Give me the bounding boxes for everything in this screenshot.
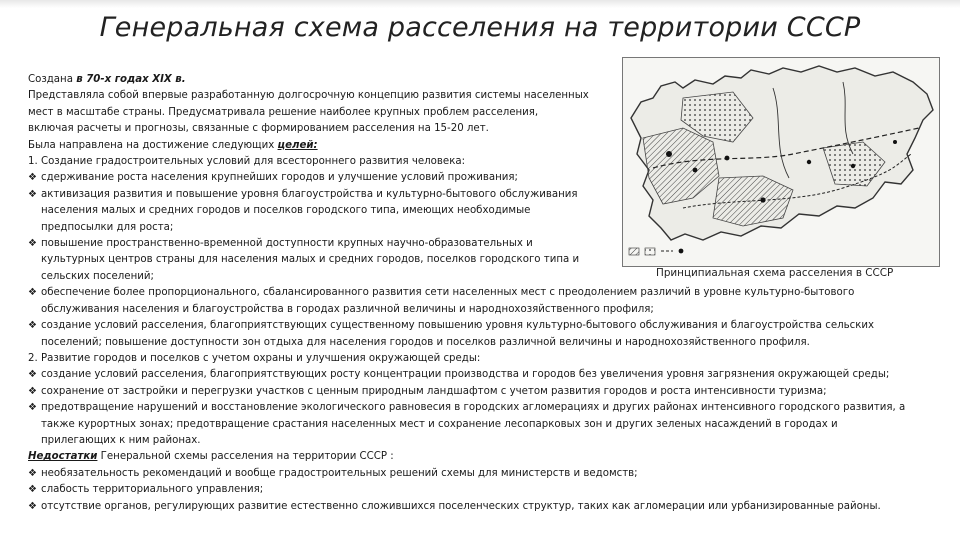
bullet-text: сохранение от застройки и перегрузки участков с ценным природным ландшафтом с учетом развития городов и роста интенсивности туризма; [41, 385, 827, 397]
intro-line-2: мест в масштабе страны. Предусматривала решение наиболее крупных проблем расселения, [28, 106, 539, 118]
flaws-bullet-2 [28, 482, 943, 498]
flaws-heading [28, 449, 943, 465]
created-era: в 70-х годах XIX в. [76, 74, 186, 85]
bullet-icon: ❖ [28, 467, 37, 479]
bullet-text: повышение пространственно-временной доступности крупных научно-образовательных и [41, 238, 533, 250]
goals-prefix: Была направлена на достижение следующих [28, 139, 278, 151]
bullet-icon: ❖ [28, 369, 37, 381]
section2-bullet-1 [28, 367, 943, 383]
city-marker [893, 140, 897, 144]
bullet-icon: ❖ [28, 484, 37, 496]
created-prefix: Создана [28, 74, 77, 85]
city-marker [666, 151, 672, 157]
slide-title: Генеральная схема расселения на территории СССР [99, 12, 861, 43]
flaws-bullet-3 [28, 499, 943, 515]
section1-bullet-5-cont: поселений; повышение доступности зон отдыха для населения городов и поселков различной величины и народнохозяйственного профиля. [41, 336, 810, 348]
section1-bullet-4-cont: обслуживания населения и благоустройства в городах различной величины и народнохозяйственного профиля; [41, 303, 654, 315]
bullet-text: создание условий расселения, благоприятствующих росту концентрации производства и городов без увеличения уровня загрязнения окружающей среды; [41, 369, 890, 381]
section2-bullet-3-cont-2: прилегающих к ним районах. [41, 434, 201, 446]
map-drawing [623, 58, 939, 266]
section2-bullet-3 [28, 400, 943, 416]
ussr-settlement-map-icon [622, 57, 940, 267]
top-shade [0, 0, 960, 8]
bullet-text: предотвращение нарушений и восстановление экологического равновесия в городских агломерациях и других районах интенсивного городского развития, а [41, 402, 906, 414]
city-marker [693, 168, 698, 173]
bullet-icon: ❖ [28, 287, 37, 299]
intro-line-3: включая расчеты и прогнозы, связанные с формированием расселения на 15-20 лет. [28, 123, 489, 135]
bullet-text: обеспечение более пропорционального, сбалансированного развития сети населенных мест с преодолением различий в уровне культурно-бытового [41, 287, 855, 299]
city-marker [851, 164, 855, 168]
city-marker [725, 156, 730, 161]
bullet-icon: ❖ [28, 172, 37, 184]
section1-bullet-2-cont-2: предпосылки для роста; [41, 221, 174, 233]
section2-bullet-2 [28, 384, 943, 400]
bullet-text: слабость территориального управления; [41, 484, 264, 496]
bullet-text: необязательность рекомендаций и вообще градостроительных решений схемы для министерств и ведомств; [41, 467, 638, 479]
bullet-icon: ❖ [28, 500, 37, 512]
section1-bullet-4 [28, 285, 943, 301]
section1-bullet-5 [28, 318, 943, 334]
bullet-text: отсутствие органов, регулирующих развитие естественно сложившихся поселенческих структур, таких как агломерации или урбанизированные районы. [41, 500, 881, 512]
goals-word: целей: [277, 139, 318, 151]
flaws-label: Недостатки [28, 451, 98, 463]
bullet-text: активизация развития и повышение уровня благоустройства и культурно-бытового обслуживания [41, 188, 578, 200]
section1-heading: 1. Создание градостроительных условий для всестороннего развития человека: [28, 156, 466, 168]
map-caption: Принципиальная схема расселения в СССР [656, 267, 894, 279]
flaws-heading-rest: Генеральной схемы расселения на территории СССР : [97, 451, 394, 463]
bullet-icon: ❖ [28, 188, 37, 200]
section1-bullet-2-cont-1: населения малых и средних городов и поселков городского типа, имеющих необходимые [41, 205, 531, 217]
city-marker [807, 160, 811, 164]
section1-bullet-3-cont-1: культурных центров страны для населения малых и средних городов, поселков городского типа и [41, 254, 580, 266]
flaws-bullet-1 [28, 466, 943, 482]
legend-swatch [645, 248, 655, 255]
city-marker [760, 197, 765, 202]
bullet-text: сдерживание роста населения крупнейших городов и улучшение условий проживания; [41, 172, 518, 184]
bullet-text: создание условий расселения, благоприятствующих существенному повышению уровня культурно-бытового обслуживания и благоустройства сельских [41, 320, 875, 332]
bullet-icon: ❖ [28, 320, 37, 332]
legend-swatch [629, 248, 639, 255]
section2-bullet-3-cont-1: также курортных зонах; предотвращение срастания населенных мест и сохранение лесопарковых зон и других зеленых насаждений в городах и [41, 418, 838, 430]
bullet-icon: ❖ [28, 385, 37, 397]
bullet-icon: ❖ [28, 402, 37, 414]
section2-heading: 2. Развитие городов и поселков с учетом охраны и улучшения окружающей среды: [28, 352, 481, 364]
legend-marker [679, 249, 684, 254]
bullet-icon: ❖ [28, 238, 37, 250]
intro-line-1: Представляла собой впервые разработанную долгосрочную концепцию развития системы населенных [28, 90, 589, 102]
section1-bullet-3-cont-2: сельских поселений; [41, 270, 154, 282]
